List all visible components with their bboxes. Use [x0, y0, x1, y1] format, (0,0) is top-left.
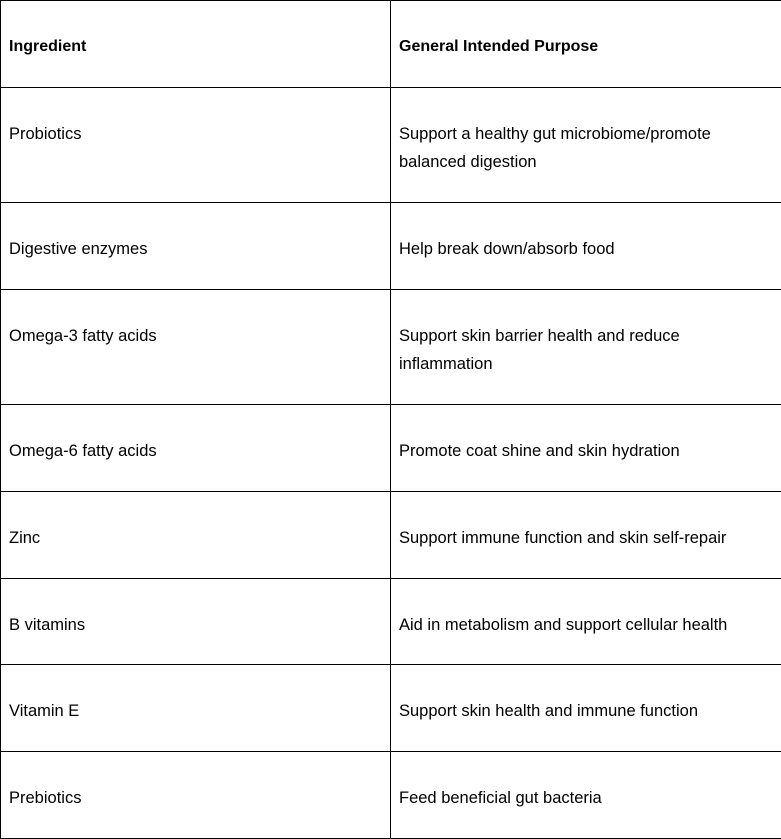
ingredient-cell: Omega-3 fatty acids [1, 290, 391, 405]
purpose-cell: Support immune function and skin self-repair [391, 492, 781, 579]
purpose-cell: Aid in metabolism and support cellular health [391, 579, 781, 665]
table-row [1, 290, 781, 405]
header-ingredient: Ingredient [1, 1, 391, 88]
table-header-row [1, 1, 781, 88]
ingredient-cell: Prebiotics [1, 752, 391, 839]
purpose-cell: Help break down/absorb food [391, 203, 781, 290]
header-purpose: General Intended Purpose [391, 1, 781, 88]
table-row [1, 88, 781, 203]
table-row [1, 203, 781, 290]
table-row [1, 405, 781, 492]
ingredient-cell: Zinc [1, 492, 391, 579]
table-row [1, 665, 781, 752]
purpose-cell: Support skin health and immune function [391, 665, 781, 752]
ingredient-cell: B vitamins [1, 579, 391, 665]
ingredient-cell: Vitamin E [1, 665, 391, 752]
table-row [1, 492, 781, 579]
purpose-cell: Support a healthy gut microbiome/promote balanced digestion [391, 88, 781, 203]
ingredient-cell: Digestive enzymes [1, 203, 391, 290]
ingredient-cell: Omega-6 fatty acids [1, 405, 391, 492]
ingredient-cell: Probiotics [1, 88, 391, 203]
table-row [1, 752, 781, 839]
purpose-cell: Support skin barrier health and reduce inflammation [391, 290, 781, 405]
purpose-cell: Feed beneficial gut bacteria [391, 752, 781, 839]
purpose-cell: Promote coat shine and skin hydration [391, 405, 781, 492]
table-row [1, 579, 781, 665]
